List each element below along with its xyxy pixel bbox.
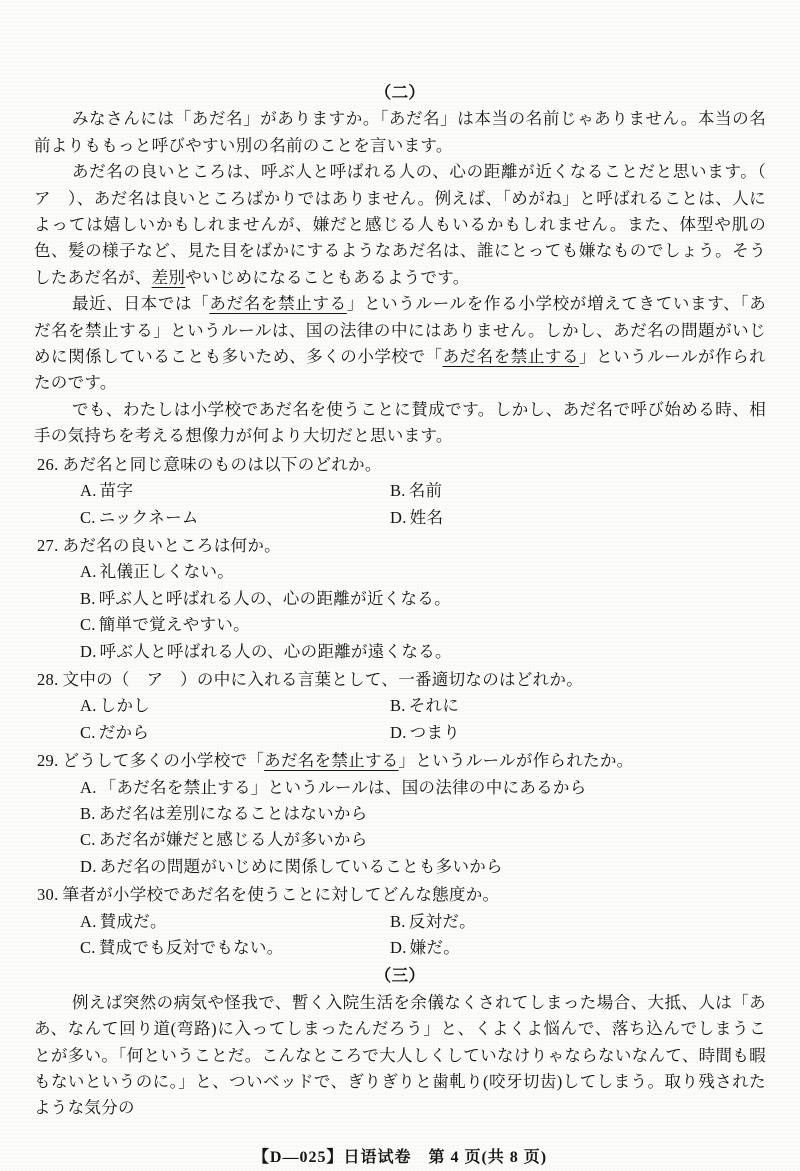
option-label: A. [80,562,97,582]
option-label: B. [390,696,406,716]
option-label: D. [80,641,97,661]
option-text: 姓名 [409,507,444,527]
question-30-stem [34,882,766,908]
option-label: D. [390,722,407,742]
underlined-text: あだ名を禁止する [442,347,579,367]
question-29-stem [34,748,766,774]
section-3-heading: （三） [374,966,426,986]
passage3-paragraph-1 [34,990,766,1122]
question-stem-text: 文中の（ ア ）の中に入れる言葉として、一番適切なのはどれか。 [62,669,584,689]
option-label: C. [80,938,96,957]
passage-text: みなさんには「あだ名」がありますか。「あだ名」は本当の名前じゃありません。本当の名前よりももっと呼びやすい別の名前のことを言います。 [34,109,766,155]
question-28-options [34,693,766,746]
question-27-options [34,559,766,665]
section-2-heading: （二） [374,83,426,102]
question-stem-text: どうして多くの小学校で「 [62,751,265,771]
option-label: B. [80,588,96,608]
passage-text: 」というルールを作る小学校が増えてきています、「あだ名を禁止する」というルールは、国の法律の中にはありません。しかし、あだ名の問題がいじめに関係していることも多いため、多くの小学校で「 [34,294,766,367]
option-29-D [80,854,766,880]
question-27 [34,533,766,665]
option-30-B [390,909,476,935]
question-27-stem [34,533,766,559]
option-text: ニックネーム [98,507,199,527]
option-27-C [80,612,766,638]
option-text: あだ名の問題がいじめに関係していることも多いから [99,856,503,876]
option-text: しかし [99,696,151,716]
option-label: A. [80,777,97,797]
option-label: C. [80,615,96,635]
option-text: 礼儀正しくない。 [99,562,235,582]
option-30-A [80,909,390,935]
question-30-options [34,909,766,962]
passage-text: やいじめになることもあるようです。 [185,267,470,287]
option-text: 「あだ名を禁止する」というルールは、国の法律の中にあるから [99,777,587,797]
option-text: あだ名が嫌だと感じる人が多いから [98,830,368,850]
option-28-C [80,720,390,746]
underlined-text: あだ名を禁止する [209,294,347,314]
question-stem-text: 筆者が小学校であだ名を使うことに対してどんな態度か。 [62,885,500,905]
option-28-D [390,720,460,746]
option-27-A [80,559,766,585]
option-text: だから [98,722,150,742]
option-27-D [80,639,766,665]
question-number: 26. [37,454,59,474]
passage2-paragraph-4 [34,397,766,450]
question-stem-text: 」というルールが作られたか。 [398,751,634,771]
option-text: つまり [409,722,461,742]
option-text: 賛成でも反対でもない。 [98,938,284,957]
option-label: A. [80,696,97,716]
question-28-stem [34,667,766,693]
passage2-paragraph-3 [34,291,766,397]
option-30-C [80,935,390,961]
option-text: 苗字 [99,481,134,501]
question-number: 28. [37,669,59,689]
question-29-options [34,775,766,881]
option-26-C [80,505,390,531]
underlined-text: 差別 [151,267,186,287]
question-30 [34,882,766,961]
option-29-C [80,827,766,853]
page-footer: 【D—025】日语试卷 第 4 页(共 8 页) [252,1148,548,1166]
question-number: 30. [37,885,59,905]
passage2-paragraph-1 [34,106,766,159]
passage-text: でも、わたしは小学校であだ名を使うことに賛成です。しかし、あだ名で呼び始める時、相手の気持ちを考える想像力が何より大切だと思います。 [34,399,766,446]
question-26 [34,452,766,531]
question-stem-text: あだ名と同じ意味のものは以下のどれか。 [62,454,382,474]
option-label: C. [80,507,96,527]
option-28-A [80,693,390,719]
option-label: A. [80,911,97,931]
passage-text: 例えば突然の病気や怪我で、暫く入院生活を余儀なくされてしまった場合、大抵、人は「ああ、なんて回り道(弯路)に入ってしまったんだろう」と、くよくよ悩んで、落ち込んでしまうことが多い。「何ということだ。こんなところで大人しくしていなけりゃならないなんて、時間も暇もないというのに。」と、ついベッドで、ぎりぎりと歯軋り(咬牙切齿)してしまう。取り残されたような気分の [34,992,766,1118]
option-label: B. [390,481,406,501]
option-29-A [80,775,766,801]
option-label: D. [390,938,407,957]
option-26-B [390,478,442,504]
question-stem-text: あだ名の良いところは何か。 [62,535,281,555]
option-text: 反対だ。 [408,911,476,931]
option-30-D [390,935,460,961]
option-label: A. [80,481,97,501]
option-label: C. [80,722,96,742]
option-text: 賛成だ。 [99,911,167,931]
option-label: B. [390,911,406,931]
underlined-text: あだ名を禁止する [264,751,399,771]
question-number: 29. [37,751,59,771]
option-label: C. [80,830,96,850]
option-29-B [80,801,766,827]
option-26-D [390,505,443,531]
option-text: 呼ぶ人と呼ばれる人の、心の距離が遠くなる。 [99,641,452,661]
question-number: 27. [37,535,59,555]
option-text: 嫌だ。 [409,938,461,957]
option-label: B. [80,803,96,823]
option-text: 名前 [408,481,443,501]
passage-text: あだ名の良いところは、呼ぶ人と呼ばれる人の、心の距離が近くなることだと思います。（ ア ）、あだ名は良いところばかりではありません。例えば、「めがね」と呼ばれることは、人によっては嬉しいかもしれませんが、嫌だと感じる人もいるかもしれません。また、体型や肌の色、髪の様子など、見た目をばかにするようなあだ名は、誰にとっても嫌なものでしょう。そうしたあだ名が、 [34,162,783,287]
question-28 [34,667,766,746]
option-26-A [80,478,390,504]
option-label: D. [390,507,407,527]
passage2-paragraph-2 [34,159,783,291]
question-26-options [34,478,766,531]
option-label: D. [80,856,97,876]
option-27-B [80,586,766,612]
option-text: 呼ぶ人と呼ばれる人の、心の距離が近くなる。 [98,588,451,608]
passage-text: 」というルールが作られたのです。 [34,347,766,393]
option-28-B [390,693,459,719]
passage-text: 最近、日本では「 [71,294,210,314]
question-26-stem [34,452,766,478]
option-text: 簡単で覚えやすい。 [98,615,250,635]
question-29 [34,748,766,880]
option-text: あだ名は差別になることはないから [98,803,368,823]
option-text: それに [408,696,460,716]
